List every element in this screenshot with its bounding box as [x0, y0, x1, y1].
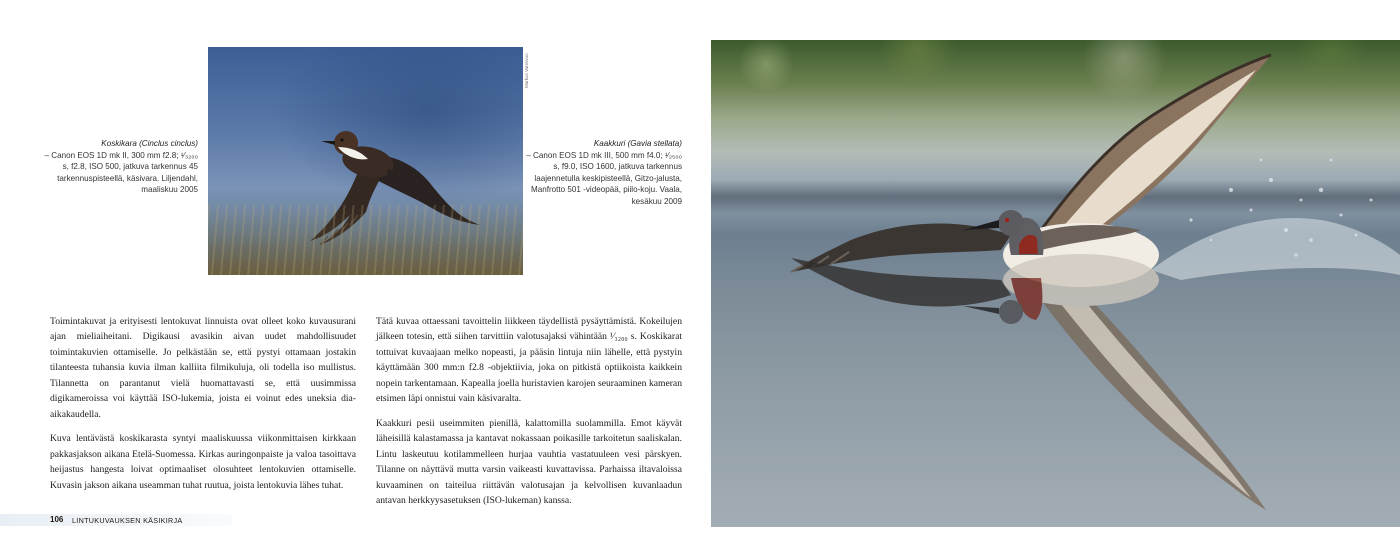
photo-credit: Markus Varesvuo [524, 53, 529, 88]
splash-spray [1151, 218, 1400, 280]
paragraph: Kaakkuri pesii useimmiten pienillä, kalattomilla suolammilla. Emot käyvät läheisillä kalastamassa ja kantavat nokassaan poikasille tarkoitetun saaliskalan. Lintu laskeutuu kotilammelleen hurjaa vauhtia vastatuuleen vesi pärskyen. Tilanne on näyttävä mutta varsin vaikeasti kuvattavissa. Parhaissa iltavaloissa kuvaaminen on taiteilua riittävän valotusajan ja kelvollisen kuvanlaadun antavan herkkyysasetuksen (ISO-lukeman) kanssa. [376, 417, 682, 506]
reflection-head [999, 300, 1023, 324]
loon-eye [1005, 218, 1009, 222]
dipper-eye [341, 139, 344, 142]
caption-dipper-species: Koskikara (Cinclus cinclus) [101, 139, 198, 148]
page-number: 106 [50, 515, 64, 524]
caption-dipper [38, 138, 198, 196]
body-column-left [50, 314, 356, 502]
dipper-photo-water [208, 205, 523, 275]
loon-right-wing-underside [1056, 70, 1256, 245]
dipper-beak [321, 141, 335, 145]
running-head: LINTUKUVAUKSEN KÄSIKIRJA [72, 515, 183, 525]
caption-loon-species: Kaakkuri (Gavia stellata) [593, 139, 682, 148]
caption-loon [522, 138, 682, 208]
caption-loon-details: – Canon EOS 1D mk III, 500 mm f4.0; ¹⁄₂₅₀₀ s, f9.0, ISO 1600, jatkuva tarkennus laajennetulla keskipisteellä, Gitzo-jalusta, Manfrotto 501 -videopää, piilo-koju. Vaala, kesäkuu 2009 [526, 150, 682, 206]
reflection-beak [963, 306, 999, 314]
page-footer [0, 514, 232, 526]
loon-head [998, 210, 1024, 236]
reflection-left-wing [791, 258, 1011, 306]
loon-photo [711, 40, 1400, 527]
body-column-right [376, 314, 682, 517]
loon-reflection [791, 254, 1266, 510]
loon-beak [963, 220, 999, 230]
dipper-photo [208, 47, 523, 275]
caption-dipper-details: – Canon EOS 1D mk II, 300 mm f2.8; ¹⁄₃₂₀₀ s, f2.8, ISO 500, jatkuva tarkennus 45 tarkennuspisteellä, käsivara. Liljendahl, maaliskuu 2005 [44, 150, 198, 195]
paragraph: Toimintakuvat ja erityisesti lentokuvat linnuista ovat olleet koko kuvausurani ajan mieliaiheitani. Digikausi avasikin aivan uudet mahdollisuudet toimintakuvien ottamiselle. Jo pelkästään se, että pystyi ottamaan jostakin tilanteesta tuhansia kuvia ilman kalliita filmikuluja, oli todella iso mullistus. Tilannetta on parantanut vielä huomattavasti se, että uusimmissa digikameroissa voi käyttää ISO-lukemia, joista ei voinut edes uneksia dia-aikakaudella. [50, 316, 356, 420]
loon-bird-illustration [711, 40, 1400, 527]
paragraph: Kuva lentävästä koskikarasta syntyi maaliskuussa viikonmittaisen kirkkaan pakkasjakson aikana Etelä-Suomessa. Kirkas auringonpaiste ja valoa tasoittava heijastus hangesta loivat optimaaliset olosuhteet lentokuvien ottamiselle. Kuvasin jakson aikana useamman tuhat ruutua, joista lentokuvia lähes tuhat. [50, 433, 356, 491]
reflection-right-wing-light [1056, 290, 1251, 498]
paragraph: Tätä kuvaa ottaessani tavoittelin liikkeen täydellistä pysäyttämistä. Kokeilujen jälkeen totesin, että siihen tarvittiin valotusajaksi vähintään ¹⁄₃₂₀₀ s. Koskikarat tottuivat kuvaajaan melko nopeasti, ja pääsin lintuja niin lähelle, että pystyin käyttämään 300 mm:n f2.8 -objektiivia, joka on pitkistä optiikoista kaikkein nopein tarkentamaan. Kapealla joella huristavien karojen seuraaminen kameran etsimen läpi onnistui vain käsivaralta. [376, 316, 682, 405]
